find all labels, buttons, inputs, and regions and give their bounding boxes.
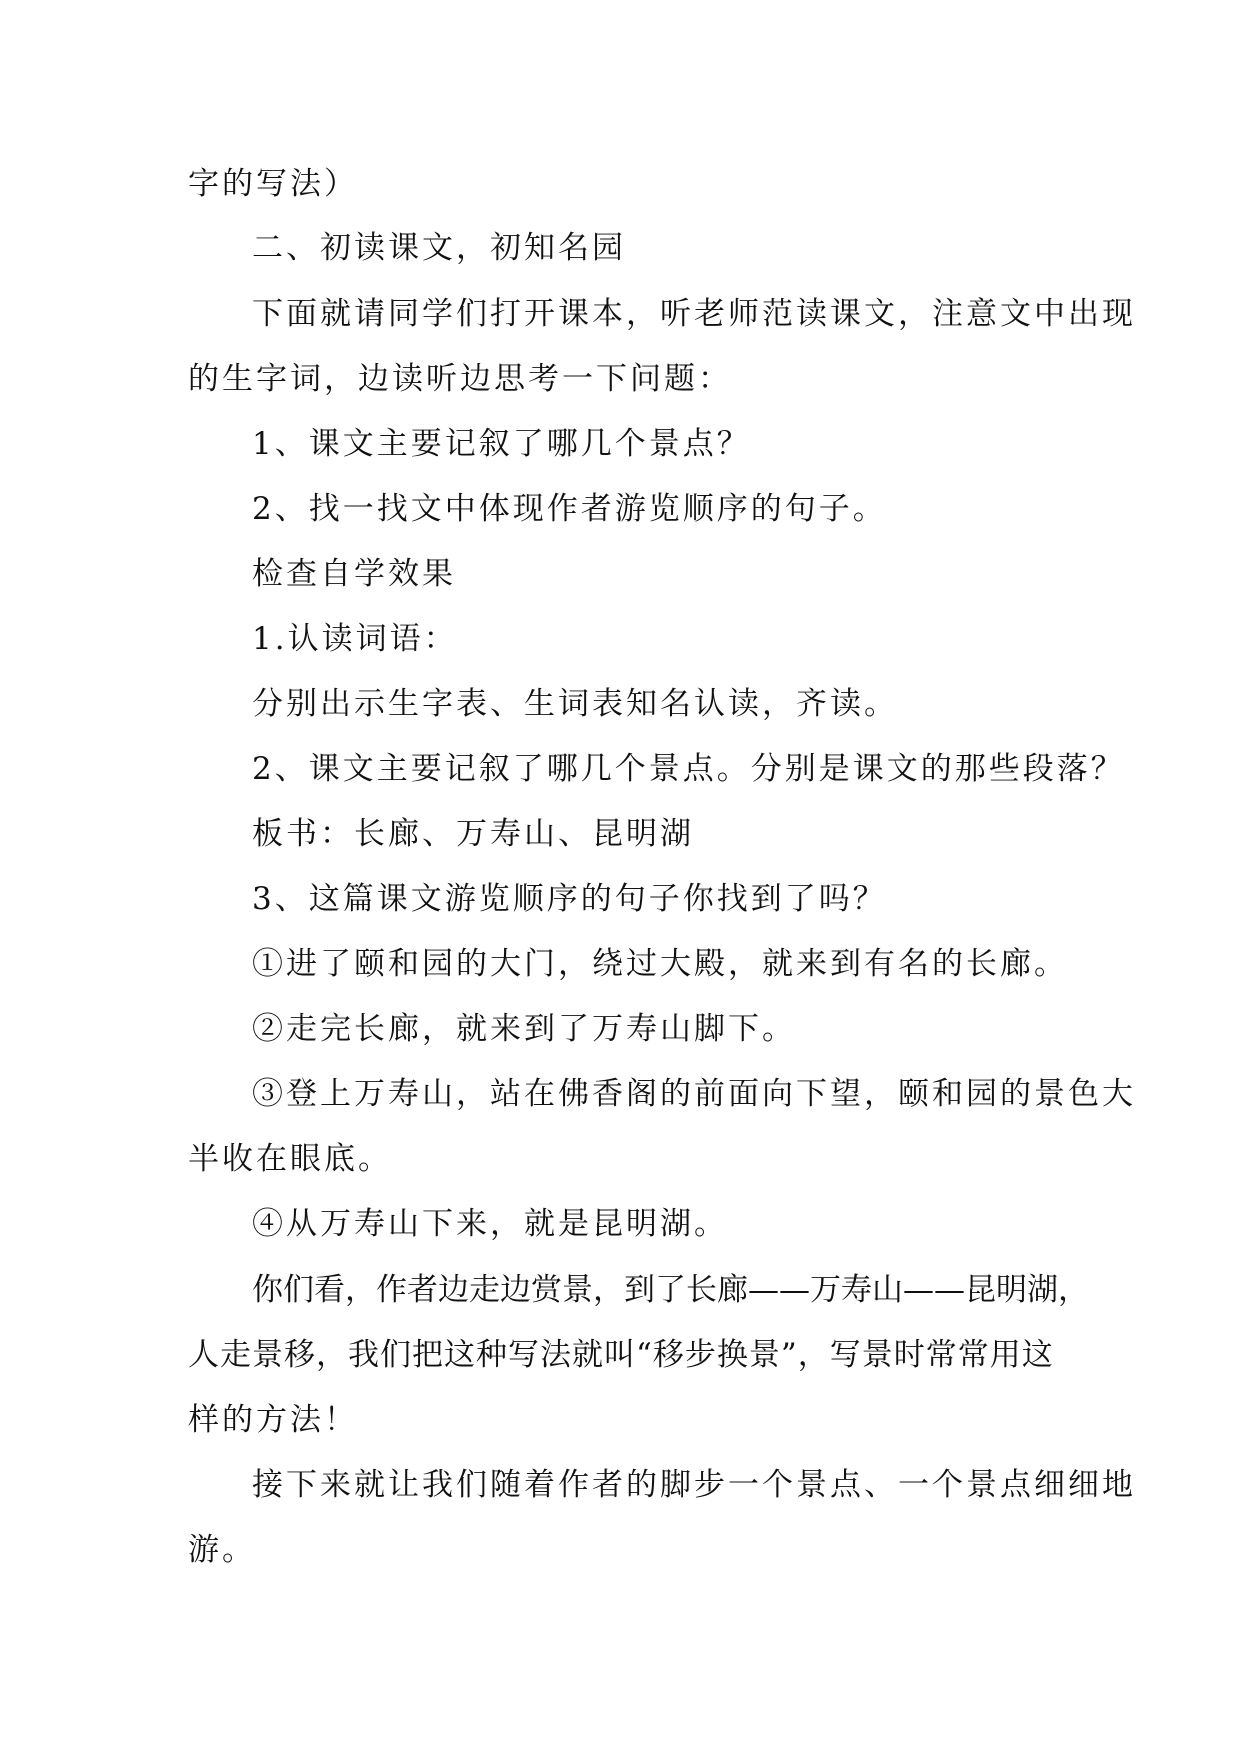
text-line: 人走景移，我们把这种写法就叫“移步换景”，写景时常常用这 [188, 1337, 1054, 1373]
text-line: 半收在眼底。 [188, 1141, 392, 1177]
text-line: 样的方法！ [188, 1402, 358, 1438]
section-heading: 二、初读课文，初知名园 [252, 230, 626, 266]
list-item: 1.认读词语： [252, 621, 458, 657]
text-line: 字的写法） [188, 166, 358, 202]
text-line: 你们看，作者边走边赏景，到了长廊——万寿山——昆明湖， [252, 1272, 1089, 1308]
list-item: ④从万寿山下来，就是昆明湖。 [252, 1206, 728, 1242]
text-line: 检查自学效果 [252, 556, 456, 592]
list-item: ②走完长廊，就来到了万寿山脚下。 [252, 1011, 796, 1047]
list-item: ③登上万寿山，站在佛香阁的前面向下望，颐和园的景色大 [252, 1076, 1136, 1112]
text-line: 的生字词，边读听边思考一下问题： [188, 361, 732, 397]
list-item: 3、这篇课文游览顺序的句子你找到了吗？ [252, 881, 887, 917]
text-line: 接下来就让我们随着作者的脚步一个景点、一个景点细细地 [252, 1467, 1136, 1503]
text-line: 游。 [188, 1532, 256, 1568]
text-line: 分别出示生字表、生词表知名认读，齐读。 [252, 686, 898, 722]
list-item: 2、找一找文中体现作者游览顺序的句子。 [252, 491, 887, 527]
text-line: 板书：长廊、万寿山、昆明湖 [252, 816, 694, 852]
list-item: ①进了颐和园的大门，绕过大殿，就来到有名的长廊。 [252, 946, 1068, 982]
list-item: 1、课文主要记叙了哪几个景点？ [252, 426, 751, 462]
text-line: 下面就请同学们打开课本，听老师范读课文，注意文中出现 [252, 296, 1136, 332]
list-item: 2、课文主要记叙了哪几个景点。分别是课文的那些段落？ [252, 751, 1125, 787]
